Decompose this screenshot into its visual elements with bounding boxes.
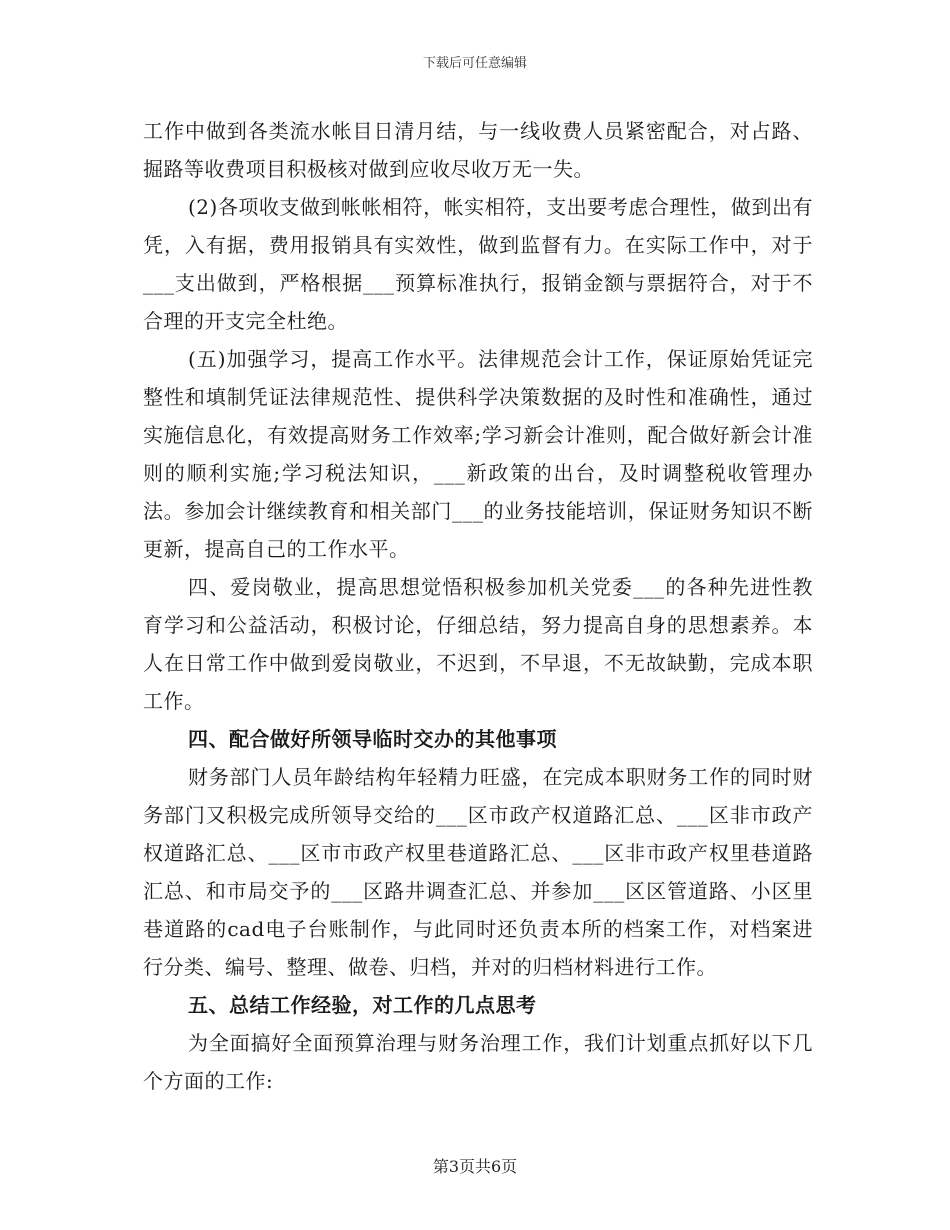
page-footer: 第3页共6页 <box>432 1157 518 1176</box>
paragraph: 为全面搞好全面预算治理与财务治理工作，我们计划重点抓好以下几个方面的工作: <box>143 1031 813 1093</box>
paragraph: (五)加强学习，提高工作水平。法律规范会计工作，保证原始凭证完整性和填制凭证法律规范性、提供科学决策数据的及时性和准确性，通过实施信息化，有效提高财务工作效率;学习新会计准则，配合做好新会计准则的顺利实施;学习税法知识，___新政策的出台，及时调整税收管理办法。参加会计继续教育和相关部门___的业务技能培训，保证财务知识不断更新，提高自己的工作水平。 <box>143 347 813 561</box>
section-heading: 四、配合做好所领导临时交办的其他事项 <box>188 727 557 751</box>
paragraph: 财务部门人员年龄结构年轻精力旺盛，在完成本职财务工作的同时财务部门又积极完成所领导交给的___区市政产权道路汇总、___区非市政产权道路汇总、___区市市政产权里巷道路汇总、___区非市政产权里巷道路汇总、和市局交予的___区路井调查汇总、并参加___区区管道路、小区里巷道路的cad电子台账制作，与此同时还负责本所的档案工作，对档案进行分类、编号、整理、做卷、归档，并对的归档材料进行工作。 <box>143 765 813 979</box>
paragraph: (2)各项收支做到帐帐相符，帐实相符，支出要考虑合理性，做到出有凭，入有据，费用报销具有实效性，做到监督有力。在实际工作中，对于___支出做到，严格根据___预算标准执行，报销金额与票据符合，对于不合理的开支完全杜绝。 <box>143 195 813 333</box>
document-body <box>143 112 813 1100</box>
section-heading: 五、总结工作经验，对工作的几点思考 <box>188 993 537 1017</box>
paragraph: 四、爱岗敬业，提高思想觉悟积极参加机关党委___的各种先进性教育学习和公益活动，积极讨论，仔细总结，努力提高自身的思想素养。本人在日常工作中做到爱岗敬业，不迟到，不早退，不无故缺勤，完成本职工作。 <box>143 575 813 713</box>
page-header: 下载后可任意编辑 <box>422 56 527 71</box>
paragraph: 工作中做到各类流水帐目日清月结，与一线收费人员紧密配合，对占路、掘路等收费项目积极核对做到应收尽收万无一失。 <box>143 119 813 181</box>
